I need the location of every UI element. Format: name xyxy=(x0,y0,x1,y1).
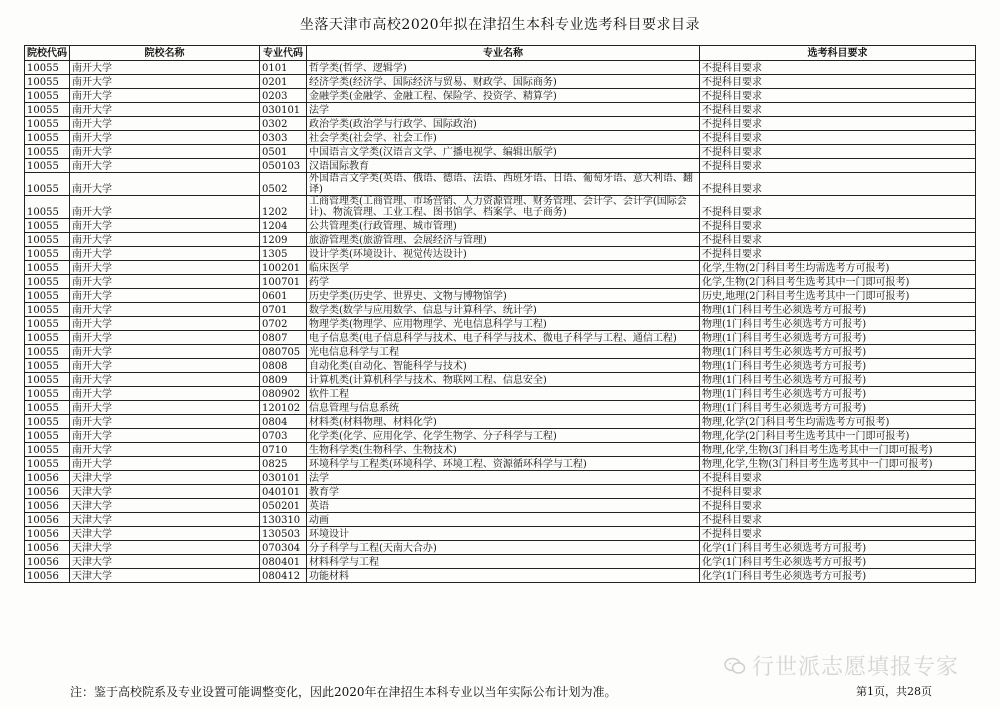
table-body xyxy=(25,61,976,583)
wechat-watermark xyxy=(724,650,959,681)
table-row xyxy=(25,415,976,429)
subject-requirement-cell: 物理(1门科目考生必须选考方可报考) xyxy=(700,317,976,331)
major-code-cell: 0702 xyxy=(260,317,307,331)
subject-requirement-cell: 不提科目要求 xyxy=(700,527,976,541)
school-name-cell: 南开大学 xyxy=(70,317,260,331)
school-code-cell: 10055 xyxy=(25,331,70,345)
school-code-cell: 10055 xyxy=(25,145,70,159)
major-code-cell: 0601 xyxy=(260,289,307,303)
watermark-text: 行世派志愿填报专家 xyxy=(752,655,960,680)
school-name-cell: 南开大学 xyxy=(70,103,260,117)
school-name-cell: 天津大学 xyxy=(70,555,260,569)
subject-requirement-cell: 物理(1门科目考生必须选考方可报考) xyxy=(700,401,976,415)
subject-requirement-cell: 物理(1门科目考生必须选考方可报考) xyxy=(700,387,976,401)
school-name-cell: 南开大学 xyxy=(70,75,260,89)
table-row xyxy=(25,569,976,583)
major-code-cell: 0710 xyxy=(260,443,307,457)
table-row xyxy=(25,457,976,471)
subject-requirement-cell: 物理(1门科目考生必须选考方可报考) xyxy=(700,303,976,317)
major-name-cell: 分子科学与工程(天南大合办) xyxy=(307,541,700,555)
major-name-cell: 社会学类(社会学、社会工作) xyxy=(307,131,700,145)
school-name-cell: 南开大学 xyxy=(70,247,260,261)
subject-requirement-cell: 不提科目要求 xyxy=(700,103,976,117)
major-code-cell: 0501 xyxy=(260,145,307,159)
major-name-cell: 设计学类(环境设计、视觉传达设计) xyxy=(307,247,700,261)
school-name-cell: 南开大学 xyxy=(70,303,260,317)
major-name-cell: 哲学类(哲学、逻辑学) xyxy=(307,61,700,75)
school-name-cell: 天津大学 xyxy=(70,485,260,499)
table-row xyxy=(25,61,976,75)
header-major-name: 专业名称 xyxy=(307,46,700,61)
subject-requirement-cell: 物理,化学,生物(3门科目考生选考其中一门即可报考) xyxy=(700,443,976,457)
major-code-cell: 0302 xyxy=(260,117,307,131)
subject-requirement-cell: 不提科目要求 xyxy=(700,485,976,499)
subject-requirement-cell: 物理(1门科目考生必须选考方可报考) xyxy=(700,373,976,387)
school-name-cell: 南开大学 xyxy=(70,275,260,289)
subject-requirement-cell: 不提科目要求 xyxy=(700,219,976,233)
school-name-cell: 南开大学 xyxy=(70,415,260,429)
school-code-cell: 10056 xyxy=(25,499,70,513)
table-row xyxy=(25,485,976,499)
subject-requirement-cell: 化学,生物(2门科目考生均需选考方可报考) xyxy=(700,261,976,275)
table-row xyxy=(25,443,976,457)
major-code-cell: 1305 xyxy=(260,247,307,261)
school-code-cell: 10055 xyxy=(25,261,70,275)
major-name-cell: 工商管理类(工商管理、市场营销、人力资源管理、财务管理、会计学、会计学(国际会计)、物流管理、工业工程、图书馆学、档案学、电子商务) xyxy=(307,196,700,219)
school-code-cell: 10055 xyxy=(25,415,70,429)
subject-requirement-cell: 历史,地理(2门科目考生选考其中一门即可报考) xyxy=(700,289,976,303)
major-code-cell: 0804 xyxy=(260,415,307,429)
school-name-cell: 天津大学 xyxy=(70,471,260,485)
major-name-cell: 政治学类(政治学与行政学、国际政治) xyxy=(307,117,700,131)
school-name-cell: 南开大学 xyxy=(70,61,260,75)
major-code-cell: 0807 xyxy=(260,331,307,345)
school-name-cell: 天津大学 xyxy=(70,527,260,541)
table-row xyxy=(25,499,976,513)
major-name-cell: 法学 xyxy=(307,103,700,117)
subject-requirement-cell: 不提科目要求 xyxy=(700,145,976,159)
school-code-cell: 10055 xyxy=(25,275,70,289)
major-code-cell: 0101 xyxy=(260,61,307,75)
subject-requirement-cell: 不提科目要求 xyxy=(700,233,976,247)
major-code-cell: 0502 xyxy=(260,173,307,196)
school-code-cell: 10055 xyxy=(25,173,70,196)
school-name-cell: 南开大学 xyxy=(70,145,260,159)
school-code-cell: 10056 xyxy=(25,555,70,569)
table-row xyxy=(25,513,976,527)
major-code-cell: 040101 xyxy=(260,485,307,499)
table-row xyxy=(25,317,976,331)
major-code-cell: 0203 xyxy=(260,89,307,103)
table-row xyxy=(25,275,976,289)
school-name-cell: 南开大学 xyxy=(70,429,260,443)
table-row xyxy=(25,345,976,359)
table-row xyxy=(25,527,976,541)
table-row xyxy=(25,103,976,117)
subject-requirement-cell: 不提科目要求 xyxy=(700,89,976,103)
school-name-cell: 南开大学 xyxy=(70,196,260,219)
major-code-cell: 120102 xyxy=(260,401,307,415)
major-name-cell: 药学 xyxy=(307,275,700,289)
document-title: 坐落天津市高校2020年拟在津招生本科专业选考科目要求目录 xyxy=(299,17,701,33)
school-code-cell: 10055 xyxy=(25,317,70,331)
major-code-cell: 070304 xyxy=(260,541,307,555)
school-code-cell: 10055 xyxy=(25,359,70,373)
school-name-cell: 天津大学 xyxy=(70,569,260,583)
major-name-cell: 经济学类(经济学、国际经济与贸易、财政学、国际商务) xyxy=(307,75,700,89)
major-name-cell: 自动化类(自动化、智能科学与技术) xyxy=(307,359,700,373)
major-code-cell: 080705 xyxy=(260,345,307,359)
subject-requirement-cell: 不提科目要求 xyxy=(700,499,976,513)
subject-requirement-cell: 化学(1门科目考生必须选考方可报考) xyxy=(700,555,976,569)
major-code-cell: 0808 xyxy=(260,359,307,373)
school-name-cell: 南开大学 xyxy=(70,261,260,275)
major-name-cell: 功能材料 xyxy=(307,569,700,583)
table-row xyxy=(25,387,976,401)
table-row xyxy=(25,401,976,415)
subject-requirement-cell: 化学,生物(2门科目考生选考其中一门即可报考) xyxy=(700,275,976,289)
subject-requirement-cell: 物理(1门科目考生必须选考方可报考) xyxy=(700,331,976,345)
major-code-cell: 100201 xyxy=(260,261,307,275)
school-name-cell: 南开大学 xyxy=(70,233,260,247)
subject-requirement-cell: 化学(1门科目考生必须选考方可报考) xyxy=(700,541,976,555)
major-name-cell: 信息管理与信息系统 xyxy=(307,401,700,415)
subject-requirement-cell: 不提科目要求 xyxy=(700,131,976,145)
school-code-cell: 10055 xyxy=(25,117,70,131)
table-row xyxy=(25,173,976,196)
major-code-cell: 0303 xyxy=(260,131,307,145)
table-row xyxy=(25,429,976,443)
major-name-cell: 软件工程 xyxy=(307,387,700,401)
subject-requirement-cell: 不提科目要求 xyxy=(700,117,976,131)
subject-requirement-cell: 物理,化学(2门科目考生均需选考方可报考) xyxy=(700,415,976,429)
major-code-cell: 0701 xyxy=(260,303,307,317)
school-name-cell: 南开大学 xyxy=(70,401,260,415)
subject-requirement-cell: 不提科目要求 xyxy=(700,173,976,196)
major-code-cell: 0809 xyxy=(260,373,307,387)
school-code-cell: 10055 xyxy=(25,373,70,387)
table-row xyxy=(25,196,976,219)
header-school-code: 院校代码 xyxy=(25,46,70,61)
school-name-cell: 南开大学 xyxy=(70,289,260,303)
school-code-cell: 10055 xyxy=(25,159,70,173)
school-name-cell: 天津大学 xyxy=(70,513,260,527)
major-name-cell: 临床医学 xyxy=(307,261,700,275)
wechat-icon xyxy=(724,657,746,675)
school-name-cell: 南开大学 xyxy=(70,89,260,103)
school-name-cell: 南开大学 xyxy=(70,159,260,173)
subject-requirement-cell: 不提科目要求 xyxy=(700,61,976,75)
school-code-cell: 10055 xyxy=(25,131,70,145)
header-subject-requirement: 选考科目要求 xyxy=(700,46,976,61)
table-row xyxy=(25,373,976,387)
school-name-cell: 南开大学 xyxy=(70,359,260,373)
table-row xyxy=(25,289,976,303)
school-code-cell: 10055 xyxy=(25,219,70,233)
table-row xyxy=(25,233,976,247)
table-row xyxy=(25,555,976,569)
table-row xyxy=(25,541,976,555)
major-code-cell: 050103 xyxy=(260,159,307,173)
school-code-cell: 10056 xyxy=(25,513,70,527)
major-code-cell: 080902 xyxy=(260,387,307,401)
major-name-cell: 材料类(材料物理、材料化学) xyxy=(307,415,700,429)
table-header-row xyxy=(25,46,976,61)
school-name-cell: 天津大学 xyxy=(70,499,260,513)
school-code-cell: 10056 xyxy=(25,569,70,583)
school-code-cell: 10055 xyxy=(25,303,70,317)
school-name-cell: 南开大学 xyxy=(70,331,260,345)
table-row xyxy=(25,145,976,159)
major-name-cell: 旅游管理类(旅游管理、会展经济与管理) xyxy=(307,233,700,247)
table-row xyxy=(25,131,976,145)
table-row xyxy=(25,247,976,261)
major-name-cell: 法学 xyxy=(307,471,700,485)
school-name-cell: 南开大学 xyxy=(70,345,260,359)
school-code-cell: 10055 xyxy=(25,443,70,457)
school-code-cell: 10056 xyxy=(25,527,70,541)
major-code-cell: 080401 xyxy=(260,555,307,569)
major-code-cell: 030101 xyxy=(260,471,307,485)
major-name-cell: 动画 xyxy=(307,513,700,527)
school-code-cell: 10055 xyxy=(25,196,70,219)
school-code-cell: 10055 xyxy=(25,75,70,89)
major-code-cell: 1209 xyxy=(260,233,307,247)
subject-requirement-cell: 化学(1门科目考生必须选考方可报考) xyxy=(700,569,976,583)
major-name-cell: 材料科学与工程 xyxy=(307,555,700,569)
major-name-cell: 电子信息类(电子信息科学与技术、电子科学与技术、微电子科学与工程、通信工程) xyxy=(307,331,700,345)
school-name-cell: 南开大学 xyxy=(70,443,260,457)
table-row xyxy=(25,89,976,103)
major-code-cell: 050201 xyxy=(260,499,307,513)
table-row xyxy=(25,359,976,373)
school-name-cell: 南开大学 xyxy=(70,219,260,233)
subject-requirement-cell: 物理,化学(2门科目考生选考其中一门即可报考) xyxy=(700,429,976,443)
table-row xyxy=(25,471,976,485)
major-code-cell: 080412 xyxy=(260,569,307,583)
major-name-cell: 教育学 xyxy=(307,485,700,499)
subject-requirement-cell: 不提科目要求 xyxy=(700,75,976,89)
major-code-cell: 100701 xyxy=(260,275,307,289)
school-code-cell: 10055 xyxy=(25,457,70,471)
major-name-cell: 历史学类(历史学、世界史、文物与博物馆学) xyxy=(307,289,700,303)
school-code-cell: 10055 xyxy=(25,387,70,401)
major-code-cell: 1202 xyxy=(260,196,307,219)
major-name-cell: 中国语言文学类(汉语言文学、广播电视学、编辑出版学) xyxy=(307,145,700,159)
school-code-cell: 10055 xyxy=(25,247,70,261)
school-name-cell: 南开大学 xyxy=(70,373,260,387)
subject-requirements-table xyxy=(24,45,976,583)
school-name-cell: 天津大学 xyxy=(70,541,260,555)
subject-requirement-cell: 物理,化学,生物(3门科目考生选考其中一门即可报考) xyxy=(700,457,976,471)
major-code-cell: 0703 xyxy=(260,429,307,443)
footer-note: 注：鉴于高校院系及专业设置可能调整变化，因此2020年在津招生本科专业以当年实际公布计划为准。 xyxy=(70,685,617,699)
school-code-cell: 10055 xyxy=(25,89,70,103)
table-row xyxy=(25,261,976,275)
school-code-cell: 10056 xyxy=(25,541,70,555)
table-row xyxy=(25,303,976,317)
school-code-cell: 10055 xyxy=(25,233,70,247)
major-name-cell: 外国语言文学类(英语、俄语、德语、法语、西班牙语、日语、葡萄牙语、意大利语、翻译) xyxy=(307,173,700,196)
school-name-cell: 南开大学 xyxy=(70,387,260,401)
major-name-cell: 环境科学与工程类(环境科学、环境工程、资源循环科学与工程) xyxy=(307,457,700,471)
major-code-cell: 030101 xyxy=(260,103,307,117)
major-name-cell: 光电信息科学与工程 xyxy=(307,345,700,359)
major-name-cell: 生物科学类(生物科学、生物技术) xyxy=(307,443,700,457)
page-number: 第1页，共28页 xyxy=(856,685,932,698)
major-name-cell: 金融学类(金融学、金融工程、保险学、投资学、精算学) xyxy=(307,89,700,103)
subject-requirement-cell: 物理(1门科目考生必须选考方可报考) xyxy=(700,359,976,373)
major-code-cell: 1204 xyxy=(260,219,307,233)
major-name-cell: 数学类(数学与应用数学、信息与计算科学、统计学) xyxy=(307,303,700,317)
school-code-cell: 10055 xyxy=(25,401,70,415)
school-code-cell: 10055 xyxy=(25,289,70,303)
school-code-cell: 10055 xyxy=(25,103,70,117)
header-major-code: 专业代码 xyxy=(260,46,307,61)
major-code-cell: 0825 xyxy=(260,457,307,471)
school-name-cell: 南开大学 xyxy=(70,457,260,471)
subject-requirement-cell: 物理(1门科目考生必须选考方可报考) xyxy=(700,345,976,359)
major-name-cell: 化学类(化学、应用化学、化学生物学、分子科学与工程) xyxy=(307,429,700,443)
school-code-cell: 10055 xyxy=(25,429,70,443)
subject-requirement-cell: 不提科目要求 xyxy=(700,471,976,485)
subject-requirement-cell: 不提科目要求 xyxy=(700,196,976,219)
table-row xyxy=(25,117,976,131)
school-code-cell: 10055 xyxy=(25,61,70,75)
table-row xyxy=(25,75,976,89)
school-code-cell: 10056 xyxy=(25,471,70,485)
major-code-cell: 130310 xyxy=(260,513,307,527)
school-name-cell: 南开大学 xyxy=(70,131,260,145)
table-row xyxy=(25,159,976,173)
header-school-name: 院校名称 xyxy=(70,46,260,61)
subject-requirement-cell: 不提科目要求 xyxy=(700,513,976,527)
major-code-cell: 0201 xyxy=(260,75,307,89)
table-row xyxy=(25,331,976,345)
major-name-cell: 计算机类(计算机科学与技术、物联网工程、信息安全) xyxy=(307,373,700,387)
table-row xyxy=(25,219,976,233)
major-name-cell: 英语 xyxy=(307,499,700,513)
school-name-cell: 南开大学 xyxy=(70,173,260,196)
school-code-cell: 10056 xyxy=(25,485,70,499)
school-name-cell: 南开大学 xyxy=(70,117,260,131)
subject-requirement-cell: 不提科目要求 xyxy=(700,159,976,173)
major-name-cell: 汉语国际教育 xyxy=(307,159,700,173)
subject-requirement-cell: 不提科目要求 xyxy=(700,247,976,261)
major-name-cell: 物理学类(物理学、应用物理学、光电信息科学与工程) xyxy=(307,317,700,331)
school-code-cell: 10055 xyxy=(25,345,70,359)
major-name-cell: 环境设计 xyxy=(307,527,700,541)
major-code-cell: 130503 xyxy=(260,527,307,541)
major-name-cell: 公共管理类(行政管理、城市管理) xyxy=(307,219,700,233)
